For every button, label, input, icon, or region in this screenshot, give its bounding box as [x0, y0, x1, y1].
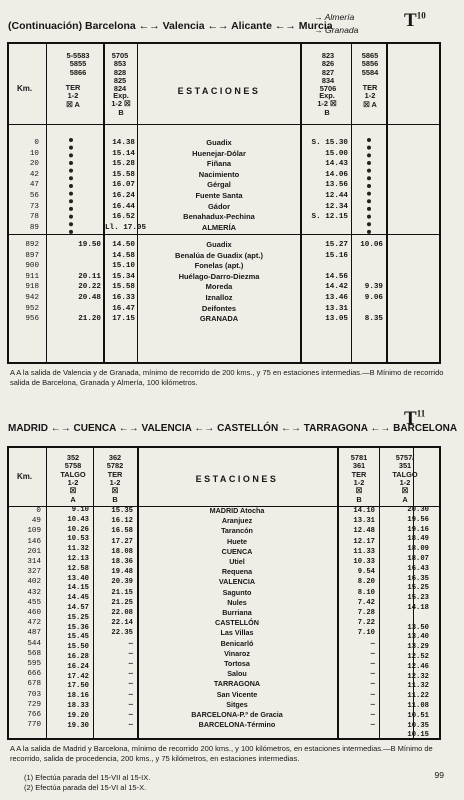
t10-stations-title: ESTACIONES: [177, 86, 261, 96]
t11-train-head-4: 5757/ 351 TALGO 1-2 ☒: [392, 453, 418, 496]
t11-times-talgo-up: 20.30 19.56 19.16 18.49 18.09 18.07 16.43 16.35 15.25 15.23 14.18 13.50 13.40 13.29 12.52 12.46 12.32 11.32 11.22 11.08 10.51 10.35 10.15: [407, 506, 429, 740]
t10-stations-b: Guadix Benalúa de Guadix (apt.) Fonelas (apt.) Huélago-Darro-Diezma Moreda Iznalloz Deifontes GRANADA: [175, 240, 263, 324]
t10-times-ter-up-b: 10.06 9.39 9.06 8.35: [360, 241, 383, 324]
t11-stations-title: ESTACIONES: [195, 474, 279, 484]
t10-stations-a: Guadix Huenejar-Dólar Fiñana Nacimiento Gérgal Fuente Santa Gádor Benahadux-Pechina ALMERÍA: [183, 138, 255, 232]
t10-route-branch-almeria: → Almería: [314, 12, 355, 22]
t10-section-sup: 10: [416, 10, 426, 21]
t11-sub-a-left: A: [70, 495, 76, 504]
t11-table: [7, 446, 441, 740]
t11-train-head-1: 352 5758 TALGO 1-2 ☒: [60, 453, 86, 496]
t11-stations: MADRID Atocha Aranjuez Tarancón Huete CUENCA Utiel Requena VALENCIA Sagunto Nules Burriana CASTELLÓN Las Villas Benicarló Vinaroz Tortosa Salou TARRAGONA San Vicente Sitges BARCELONA-P.º de Gracia BARCELONA-Término: [191, 506, 283, 730]
t10-route-branch-granada: → Granada: [314, 25, 359, 35]
t10-table: [7, 42, 441, 364]
t11-footnote-1: (1) Efectúa parada del 15-VII al 15-IX.: [24, 773, 151, 782]
t11-section-sup: 11: [416, 408, 426, 419]
t10-section-code: $T^{10}$: [404, 10, 426, 31]
t10-train-type-1: TER 1-2 ☒ A: [65, 83, 81, 109]
t10-train-head-1: 5-5583 5855 5866: [66, 51, 90, 77]
t10-train-type-3: Exp. 1-2 ☒ B: [317, 91, 337, 117]
t10-train-head-3: 823 826 827 834 5706: [319, 51, 337, 94]
t11-times-talgo-down: 9.10 10.43 10.26 10.53 11.32 12.13 12.58 13.40 14.15 14.45 14.57 15.25 15.36 15.45 15.50 16.28 16.24 17.42 17.50 18.16 18.33 19.20 19.30: [67, 506, 89, 730]
t10-train-head-2: 5705 853 828 825 824: [111, 51, 129, 94]
t10-km-a: 0 10 20 42 47 56 73 78 89: [29, 139, 39, 232]
page-number: 99: [434, 770, 444, 780]
t10-times-down-a: 14.38 15.14 15.28 15.58 16.07 16.24 16.44 16.52 Ll. 17.05: [105, 139, 147, 232]
t11-route-title: MADRID ←→ CUENCA ←→ VALENCIA ←→ CASTELLÓN ←→ TARRAGONA ←→ BARCELONA: [8, 423, 458, 434]
t10-km-b: 892 897 900 911 918 942 952 956: [25, 241, 39, 324]
t10-train-type-4: TER 1-2 ☒ A: [362, 83, 378, 109]
t11-section-code: $T^{11}$: [404, 408, 426, 429]
t11-footnote-2: (2) Efectúa parada del 15-VI al 15-X.: [24, 783, 147, 792]
t10-km-header: Km.: [17, 84, 33, 93]
t10-train-type-2: Exp. 1-2 ☒ B: [111, 91, 131, 117]
t10-train-head-4: 5865 5856 5584: [361, 51, 379, 77]
t10-times-ter-down-b: 19.50 20.11 20.22 20.48 21.20: [78, 241, 101, 324]
t11-km-header: Km.: [17, 472, 33, 481]
t10-times-exp-down-b: 14.50 14.58 15.10 15.34 15.58 16.33 16.47 17.15: [112, 241, 135, 324]
t11-sub-b-left: B: [112, 495, 118, 504]
t11-sub-a-right: A: [402, 495, 408, 504]
t10-note: A A la salida de Valencia y de Granada, mínimo de recorrido de 200 kms., y 75 en estaciones intermedias.—B Mínimo de recorrido salida de Barcelona, Granada y Almería, 100 kilómetros.: [10, 368, 444, 387]
t11-train-head-3: 5781 361 TER 1-2 ☒: [350, 453, 368, 496]
t11-sub-b-right: B: [356, 495, 362, 504]
t10-times-exp-up-b: 15.27 15.16 14.56 14.42 13.46 13.31 13.05: [325, 241, 348, 324]
t11-note: A A la salida de Madrid y Barcelona, mínimo de recorrido 200 kms., y 100 kilómetros, en estaciones intermedias.—B Mínimo de recorrido, salida de procedencia, 200 kms., y 75 kilómetros, en estaciones intermedias.: [10, 744, 433, 763]
t10-route-prefix: (Continuación) Barcelona: [8, 20, 136, 32]
t10-route-mid: ←→ Valencia ←→ Alicante ←→ Murcia: [138, 20, 333, 32]
t10-times-up-a: S. 15.30 15.00 14.43 14.06 13.56 12.44 12.34 S. 12.15: [311, 139, 348, 222]
t11-train-head-2: 362 5782 TER 1-2 ☒: [106, 453, 124, 496]
t11-times-ter-up: 14.10 13.31 12.48 12.17 11.33 10.33 9.54 8.20 8.10 7.42 7.28 7.22 7.10 — — — — — — — — —: [353, 507, 375, 730]
t11-km: 0 49 109 146 201 314 327 402 432 455 460 472 487 544 568 595 666 678 703 729 766 770: [27, 507, 41, 730]
t10-route-title: [8, 12, 359, 35]
t11-times-ter-down: 15.35 16.12 16.58 17.27 18.08 18.36 19.48 20.39 21.15 21.25 22.08 22.14 22.35 — — — — — — — — —: [111, 507, 133, 730]
